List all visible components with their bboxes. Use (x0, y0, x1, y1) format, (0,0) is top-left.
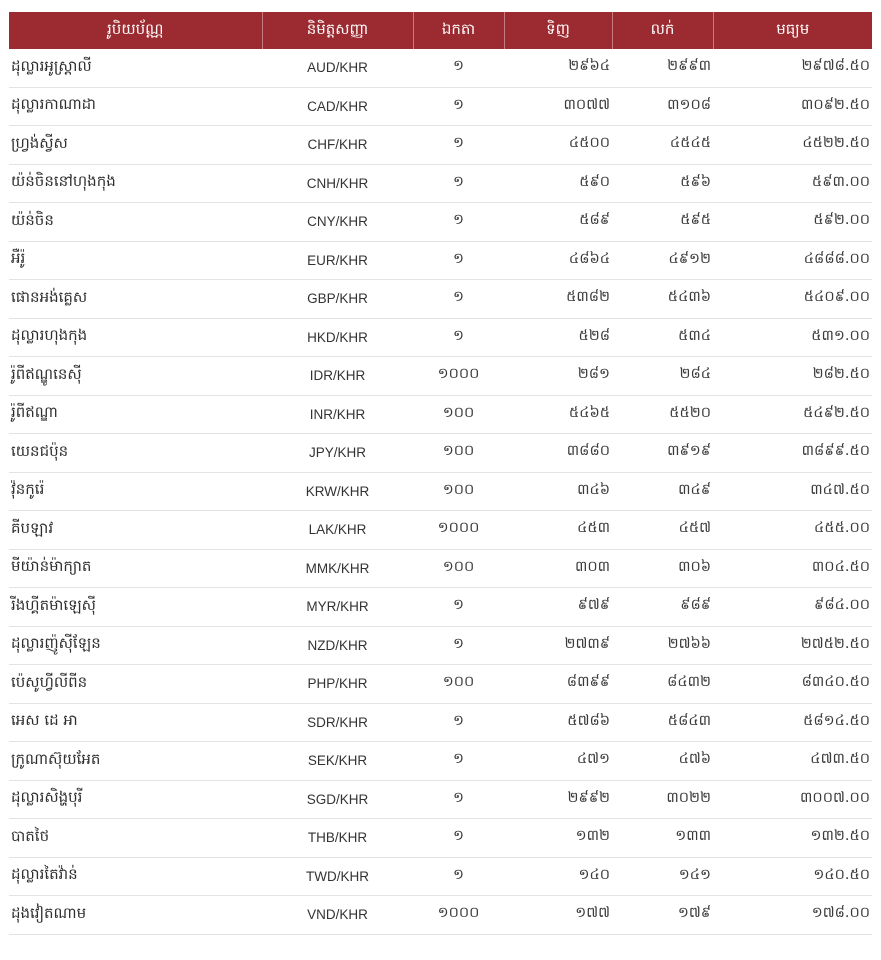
header-sell: លក់ (612, 12, 713, 49)
table-row (9, 857, 872, 896)
currency-name-cell: ដុល្លារញ៉ូស៊ីឡែន (9, 626, 262, 665)
currency-symbol-cell: VND/KHR (262, 896, 413, 935)
buy-rate-cell: ៥៧៨៦ (504, 703, 612, 742)
table-row (9, 626, 872, 665)
average-rate-cell: ៩៨៤.០០ (713, 588, 872, 627)
sell-rate-cell: ៥៨៤៣ (612, 703, 713, 742)
currency-name-cell: យ៉ន់ចិននៅហុងកុង (9, 164, 262, 203)
header-row (9, 12, 872, 49)
table-row (9, 780, 872, 819)
exchange-rate-table (9, 12, 872, 935)
buy-rate-cell: ៣៤៦ (504, 472, 612, 511)
unit-cell: ១ (413, 857, 504, 896)
currency-symbol-cell: JPY/KHR (262, 434, 413, 473)
table-row (9, 87, 872, 126)
unit-cell: ១០០ (413, 549, 504, 588)
unit-cell: ១ (413, 318, 504, 357)
table-header (9, 12, 872, 49)
unit-cell: ១០០ (413, 665, 504, 704)
average-rate-cell: ៣០៩២.៥០ (713, 87, 872, 126)
buy-rate-cell: ៥៩០ (504, 164, 612, 203)
table-body (9, 49, 872, 934)
currency-symbol-cell: THB/KHR (262, 819, 413, 858)
average-rate-cell: ២៩៧៨.៥០ (713, 49, 872, 87)
sell-rate-cell: ៣១០៨ (612, 87, 713, 126)
sell-rate-cell: ៣៩១៩ (612, 434, 713, 473)
average-rate-cell: ៥៤០៩.០០ (713, 280, 872, 319)
sell-rate-cell: ១៧៩ (612, 896, 713, 935)
buy-rate-cell: ៥៣៨២ (504, 280, 612, 319)
table-row (9, 742, 872, 781)
table-row (9, 434, 872, 473)
buy-rate-cell: ២៩៦៤ (504, 49, 612, 87)
sell-rate-cell: ៤៩១២ (612, 241, 713, 280)
currency-symbol-cell: INR/KHR (262, 395, 413, 434)
sell-rate-cell: ៤៧៦ (612, 742, 713, 781)
average-rate-cell: ១៧៨.០០ (713, 896, 872, 935)
average-rate-cell: ៣០០៧.០០ (713, 780, 872, 819)
table-row (9, 896, 872, 935)
unit-cell: ១ (413, 819, 504, 858)
unit-cell: ១០០ (413, 434, 504, 473)
sell-rate-cell: ៥៤៣៦ (612, 280, 713, 319)
buy-rate-cell: ៤៥៣ (504, 511, 612, 550)
header-symbol: និមិត្តសញ្ញា (262, 12, 413, 49)
header-unit: ឯកតា (413, 12, 504, 49)
average-rate-cell: ២៧៥២.៥០ (713, 626, 872, 665)
buy-rate-cell: ២៨១ (504, 357, 612, 396)
exchange-rate-table-container (9, 12, 872, 935)
average-rate-cell: ១៣២.៥០ (713, 819, 872, 858)
currency-name-cell: គីបឡាវ (9, 511, 262, 550)
table-row (9, 588, 872, 627)
currency-symbol-cell: NZD/KHR (262, 626, 413, 665)
table-row (9, 126, 872, 165)
buy-rate-cell: ៨៣៩៩ (504, 665, 612, 704)
average-rate-cell: ៤៧៣.៥០ (713, 742, 872, 781)
buy-rate-cell: ៩៧៩ (504, 588, 612, 627)
buy-rate-cell: ១៣២ (504, 819, 612, 858)
currency-name-cell: វ៉ុនកូរ៉េ (9, 472, 262, 511)
currency-name-cell: អេស ដេ អា (9, 703, 262, 742)
table-row (9, 49, 872, 87)
table-row (9, 203, 872, 242)
average-rate-cell: ២៨២.៥០ (713, 357, 872, 396)
unit-cell: ១០០ (413, 472, 504, 511)
sell-rate-cell: ១៣៣ (612, 819, 713, 858)
currency-name-cell: ដុល្លារកាណាដា (9, 87, 262, 126)
currency-name-cell: ប៉េសូហ្វីលីពីន (9, 665, 262, 704)
table-row (9, 819, 872, 858)
currency-symbol-cell: CNY/KHR (262, 203, 413, 242)
buy-rate-cell: ១៤០ (504, 857, 612, 896)
currency-symbol-cell: SDR/KHR (262, 703, 413, 742)
currency-name-cell: អឺរ៉ូ (9, 241, 262, 280)
currency-symbol-cell: MMK/KHR (262, 549, 413, 588)
average-rate-cell: ៤៥២២.៥០ (713, 126, 872, 165)
currency-name-cell: ក្រូណាស៊ុយអែត (9, 742, 262, 781)
currency-name-cell: មីយ៉ាន់ម៉ាក្យាត (9, 549, 262, 588)
currency-symbol-cell: TWD/KHR (262, 857, 413, 896)
buy-rate-cell: ៥៤៦៥ (504, 395, 612, 434)
sell-rate-cell: ៣៤៩ (612, 472, 713, 511)
currency-symbol-cell: EUR/KHR (262, 241, 413, 280)
sell-rate-cell: ៤៥៤៥ (612, 126, 713, 165)
sell-rate-cell: ៥៩៥ (612, 203, 713, 242)
currency-symbol-cell: CNH/KHR (262, 164, 413, 203)
buy-rate-cell: ៤៨៦៤ (504, 241, 612, 280)
unit-cell: ១ (413, 126, 504, 165)
currency-symbol-cell: GBP/KHR (262, 280, 413, 319)
currency-symbol-cell: AUD/KHR (262, 49, 413, 87)
currency-symbol-cell: PHP/KHR (262, 665, 413, 704)
sell-rate-cell: ៥៥២០ (612, 395, 713, 434)
currency-symbol-cell: KRW/KHR (262, 472, 413, 511)
table-row (9, 280, 872, 319)
average-rate-cell: ៥៩២.០០ (713, 203, 872, 242)
header-buy: ទិញ (504, 12, 612, 49)
unit-cell: ១០០០ (413, 357, 504, 396)
buy-rate-cell: ១៧៧ (504, 896, 612, 935)
buy-rate-cell: ២៧៣៩ (504, 626, 612, 665)
unit-cell: ១០០០ (413, 896, 504, 935)
table-row (9, 511, 872, 550)
unit-cell: ១ (413, 49, 504, 87)
currency-symbol-cell: HKD/KHR (262, 318, 413, 357)
currency-name-cell: បាតថៃ (9, 819, 262, 858)
table-row (9, 357, 872, 396)
sell-rate-cell: ៥៩៦ (612, 164, 713, 203)
table-row (9, 703, 872, 742)
unit-cell: ១ (413, 626, 504, 665)
currency-symbol-cell: CAD/KHR (262, 87, 413, 126)
table-row (9, 549, 872, 588)
table-row (9, 241, 872, 280)
average-rate-cell: ៥៣១.០០ (713, 318, 872, 357)
sell-rate-cell: ២៧៦៦ (612, 626, 713, 665)
average-rate-cell: ៤៥៥.០០ (713, 511, 872, 550)
sell-rate-cell: ៣០៦ (612, 549, 713, 588)
currency-symbol-cell: IDR/KHR (262, 357, 413, 396)
buy-rate-cell: ៣០៣ (504, 549, 612, 588)
unit-cell: ១ (413, 780, 504, 819)
average-rate-cell: ៣៤៧.៥០ (713, 472, 872, 511)
unit-cell: ១ (413, 703, 504, 742)
buy-rate-cell: ៣៨៨០ (504, 434, 612, 473)
currency-name-cell: យ៉ន់ចិន (9, 203, 262, 242)
average-rate-cell: ៥៤៩២.៥០ (713, 395, 872, 434)
currency-symbol-cell: CHF/KHR (262, 126, 413, 165)
currency-name-cell: រ៉ូពីឥណ្ឌា (9, 395, 262, 434)
unit-cell: ១ (413, 164, 504, 203)
table-row (9, 472, 872, 511)
currency-symbol-cell: LAK/KHR (262, 511, 413, 550)
currency-name-cell: យេនជប៉ុន (9, 434, 262, 473)
unit-cell: ១ (413, 203, 504, 242)
average-rate-cell: ៨៣៤០.៥០ (713, 665, 872, 704)
currency-name-cell: រីងហ្គីតម៉ាឡេស៊ី (9, 588, 262, 627)
buy-rate-cell: ២៩៩២ (504, 780, 612, 819)
buy-rate-cell: ៤៥០០ (504, 126, 612, 165)
sell-rate-cell: ៥៣៤ (612, 318, 713, 357)
buy-rate-cell: ៣០៧៧ (504, 87, 612, 126)
currency-name-cell: ដុល្លារហុងកុង (9, 318, 262, 357)
buy-rate-cell: ៥៨៩ (504, 203, 612, 242)
sell-rate-cell: ៣០២២ (612, 780, 713, 819)
unit-cell: ១ (413, 742, 504, 781)
currency-name-cell: ដុងវៀតណាម (9, 896, 262, 935)
average-rate-cell: ៣៨៩៩.៥០ (713, 434, 872, 473)
average-rate-cell: ៥៨១៤.៥០ (713, 703, 872, 742)
currency-name-cell: ផោនអង់គ្លេស (9, 280, 262, 319)
sell-rate-cell: ២៩៩៣ (612, 49, 713, 87)
currency-symbol-cell: MYR/KHR (262, 588, 413, 627)
sell-rate-cell: ៩៨៩ (612, 588, 713, 627)
average-rate-cell: ៣០៤.៥០ (713, 549, 872, 588)
unit-cell: ១ (413, 241, 504, 280)
sell-rate-cell: ៨៤៣២ (612, 665, 713, 704)
currency-symbol-cell: SEK/KHR (262, 742, 413, 781)
unit-cell: ១ (413, 280, 504, 319)
table-row (9, 318, 872, 357)
average-rate-cell: ១៤០.៥០ (713, 857, 872, 896)
unit-cell: ១០០ (413, 395, 504, 434)
currency-symbol-cell: SGD/KHR (262, 780, 413, 819)
header-currency: រូបិយប័ណ្ណ (9, 12, 262, 49)
table-row (9, 665, 872, 704)
table-row (9, 395, 872, 434)
currency-name-cell: ដុល្លារសិង្ហបុរី (9, 780, 262, 819)
currency-name-cell: ហ្វ្រង់ស្វីស (9, 126, 262, 165)
sell-rate-cell: ២៨៤ (612, 357, 713, 396)
unit-cell: ១ (413, 588, 504, 627)
header-average: មធ្យម (713, 12, 872, 49)
average-rate-cell: ៥៩៣.០០ (713, 164, 872, 203)
average-rate-cell: ៤៨៨៨.០០ (713, 241, 872, 280)
sell-rate-cell: ១៤១ (612, 857, 713, 896)
currency-name-cell: រ៉ូពីឥណ្ឌូនេស៊ី (9, 357, 262, 396)
sell-rate-cell: ៤៥៧ (612, 511, 713, 550)
buy-rate-cell: ៤៧១ (504, 742, 612, 781)
unit-cell: ១ (413, 87, 504, 126)
currency-name-cell: ដុល្លារតៃវ៉ាន់ (9, 857, 262, 896)
unit-cell: ១០០០ (413, 511, 504, 550)
buy-rate-cell: ៥២៨ (504, 318, 612, 357)
currency-name-cell: ដុល្លារអូស្ត្រាលី (9, 49, 262, 87)
table-row (9, 164, 872, 203)
